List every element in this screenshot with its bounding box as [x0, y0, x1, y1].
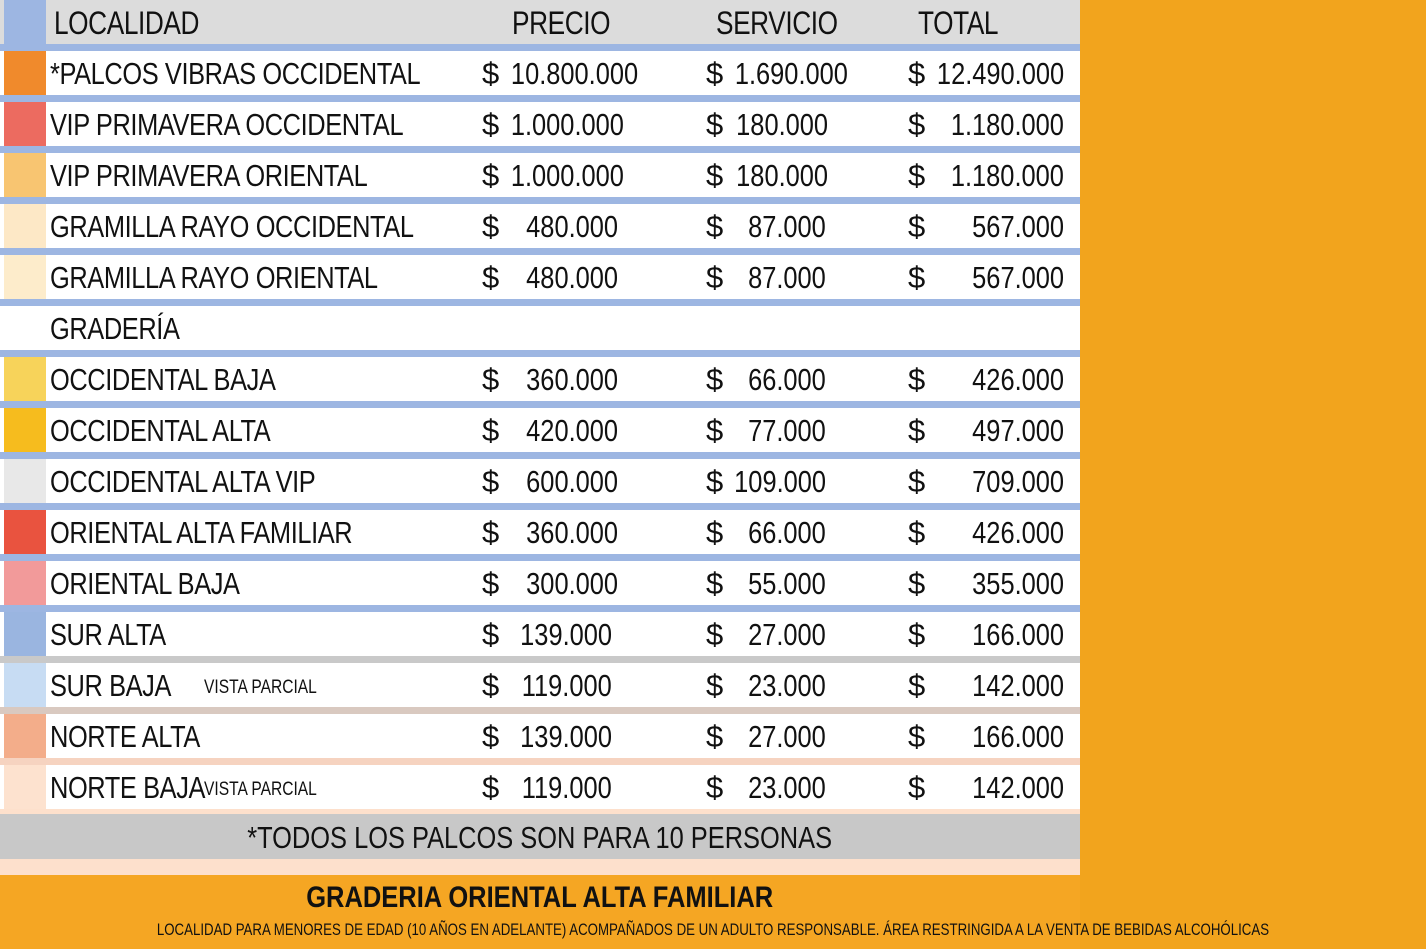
section-graderia [0, 306, 1080, 357]
precio-value: 300.000 [526, 566, 618, 601]
precio-value: 1.000.000 [510, 107, 624, 142]
localidad-name: OCCIDENTAL ALTA [50, 413, 271, 448]
total-value: 12.490.000 [936, 56, 1064, 91]
total-value: 567.000 [972, 209, 1064, 244]
total-value: 709.000 [972, 464, 1064, 499]
localidad-name: SUR ALTA [50, 617, 166, 652]
footer-strip [0, 859, 1080, 875]
precio-value: 360.000 [526, 362, 618, 397]
currency-symbol: $ [706, 260, 724, 295]
servicio-value: 27.000 [748, 719, 826, 754]
servicio-value: 87.000 [748, 260, 826, 295]
localidad-name: VIP PRIMAVERA ORIENTAL [50, 158, 368, 193]
servicio-value: 23.000 [748, 770, 826, 805]
table-row [0, 765, 1080, 816]
servicio-value: 66.000 [748, 515, 826, 550]
precio-value: 139.000 [520, 719, 612, 754]
color-swatch [4, 408, 46, 452]
currency-symbol: $ [706, 413, 724, 448]
currency-symbol: $ [908, 617, 926, 652]
table-row [0, 255, 1080, 306]
currency-symbol: $ [908, 668, 926, 703]
table-row [0, 714, 1080, 765]
header-swatch [4, 0, 46, 44]
banner-description: LOCALIDAD PARA MENORES DE EDAD (10 AÑOS EN ADELANTE) ACOMPAÑADOS DE UN ADULTO RESPONSABLE. ÁREA RESTRINGIDA A LA VENTA DE BEBIDAS ALCOHÓLICAS [156, 920, 1270, 939]
localidad-name: NORTE ALTA [50, 719, 200, 754]
color-swatch [4, 204, 46, 248]
currency-symbol: $ [482, 260, 500, 295]
currency-symbol: $ [482, 209, 500, 244]
banner-title: GRADERIA ORIENTAL ALTA FAMILIAR [306, 881, 774, 914]
color-swatch [4, 153, 46, 197]
currency-symbol: $ [482, 770, 500, 805]
table-row [0, 459, 1080, 510]
localidad-name: GRAMILLA RAYO ORIENTAL [50, 260, 378, 295]
localidad-name: ORIENTAL BAJA [50, 566, 240, 601]
precio-value: 119.000 [521, 770, 612, 805]
color-swatch [4, 561, 46, 605]
currency-symbol: $ [908, 158, 926, 193]
color-swatch [4, 255, 46, 299]
table-row [0, 510, 1080, 561]
servicio-value: 27.000 [748, 617, 826, 652]
currency-symbol: $ [706, 617, 724, 652]
currency-symbol: $ [482, 515, 500, 550]
footnote-text: *TODOS LOS PALCOS SON PARA 10 PERSONAS [247, 820, 833, 855]
currency-symbol: $ [908, 413, 926, 448]
precio-value: 360.000 [526, 515, 618, 550]
currency-symbol: $ [482, 362, 500, 397]
total-value: 1.180.000 [950, 107, 1064, 142]
servicio-value: 77.000 [748, 413, 826, 448]
col-header-total: TOTAL [918, 5, 999, 41]
servicio-value: 1.690.000 [734, 56, 848, 91]
total-value: 142.000 [972, 668, 1064, 703]
table-row [0, 51, 1080, 102]
localidad-name: NORTE BAJA [50, 770, 206, 805]
currency-symbol: $ [706, 56, 724, 91]
col-header-localidad: LOCALIDAD [54, 5, 200, 41]
table-row [0, 153, 1080, 204]
localidad-name: VIP PRIMAVERA OCCIDENTAL [50, 107, 404, 142]
color-swatch [4, 459, 46, 503]
currency-symbol: $ [706, 770, 724, 805]
currency-symbol: $ [706, 464, 724, 499]
color-swatch [4, 51, 46, 95]
total-value: 567.000 [972, 260, 1064, 295]
servicio-value: 55.000 [748, 566, 826, 601]
currency-symbol: $ [706, 566, 724, 601]
currency-symbol: $ [482, 464, 500, 499]
servicio-value: 109.000 [734, 464, 826, 499]
currency-symbol: $ [908, 362, 926, 397]
table-row [0, 204, 1080, 255]
section-label: GRADERÍA [50, 311, 180, 346]
currency-symbol: $ [706, 107, 724, 142]
palcos-footnote [0, 814, 1080, 859]
total-value: 142.000 [972, 770, 1064, 805]
precio-value: 480.000 [526, 209, 618, 244]
total-value: 426.000 [972, 515, 1064, 550]
color-swatch [4, 510, 46, 554]
color-swatch [4, 714, 46, 758]
servicio-value: 180.000 [736, 107, 828, 142]
servicio-value: 66.000 [748, 362, 826, 397]
currency-symbol: $ [706, 209, 724, 244]
currency-symbol: $ [908, 770, 926, 805]
total-value: 166.000 [972, 617, 1064, 652]
table-row [0, 612, 1080, 663]
precio-value: 1.000.000 [510, 158, 624, 193]
currency-symbol: $ [482, 158, 500, 193]
color-swatch [4, 102, 46, 146]
total-value: 166.000 [972, 719, 1064, 754]
currency-symbol: $ [908, 464, 926, 499]
familiar-banner [0, 875, 1270, 949]
vista-parcial-note: VISTA PARCIAL [204, 779, 317, 800]
localidad-name: *PALCOS VIBRAS OCCIDENTAL [50, 56, 421, 91]
localidad-name: GRAMILLA RAYO OCCIDENTAL [50, 209, 414, 244]
table-row [0, 663, 1080, 714]
servicio-value: 87.000 [748, 209, 826, 244]
color-swatch [4, 663, 46, 707]
currency-symbol: $ [482, 668, 500, 703]
currency-symbol: $ [482, 413, 500, 448]
currency-symbol: $ [706, 158, 724, 193]
precio-value: 600.000 [526, 464, 618, 499]
precio-value: 139.000 [520, 617, 612, 652]
currency-symbol: $ [706, 515, 724, 550]
color-swatch [4, 357, 46, 401]
currency-symbol: $ [908, 56, 926, 91]
total-value: 355.000 [972, 566, 1064, 601]
total-value: 426.000 [972, 362, 1064, 397]
currency-symbol: $ [482, 566, 500, 601]
currency-symbol: $ [706, 719, 724, 754]
currency-symbol: $ [706, 668, 724, 703]
currency-symbol: $ [482, 56, 500, 91]
currency-symbol: $ [706, 362, 724, 397]
precio-value: 10.800.000 [510, 56, 638, 91]
currency-symbol: $ [482, 107, 500, 142]
servicio-value: 23.000 [748, 668, 826, 703]
col-header-servicio: SERVICIO [716, 5, 838, 41]
currency-symbol: $ [482, 719, 500, 754]
color-swatch [4, 612, 46, 656]
currency-symbol: $ [908, 515, 926, 550]
localidad-name: SUR BAJA [50, 668, 172, 703]
table-row [0, 408, 1080, 459]
currency-symbol: $ [908, 719, 926, 754]
precio-value: 480.000 [526, 260, 618, 295]
servicio-value: 180.000 [736, 158, 828, 193]
precio-value: 119.000 [521, 668, 612, 703]
table-row [0, 102, 1080, 153]
currency-symbol: $ [908, 566, 926, 601]
total-value: 1.180.000 [950, 158, 1064, 193]
precio-value: 420.000 [526, 413, 618, 448]
currency-symbol: $ [908, 260, 926, 295]
total-value: 497.000 [972, 413, 1064, 448]
currency-symbol: $ [908, 209, 926, 244]
currency-symbol: $ [482, 617, 500, 652]
col-header-precio: PRECIO [512, 5, 611, 41]
localidad-name: ORIENTAL ALTA FAMILIAR [50, 515, 353, 550]
localidad-name: OCCIDENTAL ALTA VIP [50, 464, 316, 499]
color-swatch [4, 765, 46, 809]
currency-symbol: $ [908, 107, 926, 142]
table-row [0, 561, 1080, 612]
localidad-name: OCCIDENTAL BAJA [50, 362, 276, 397]
table-row [0, 357, 1080, 408]
vista-parcial-note: VISTA PARCIAL [204, 677, 317, 698]
table-header [0, 0, 1080, 51]
